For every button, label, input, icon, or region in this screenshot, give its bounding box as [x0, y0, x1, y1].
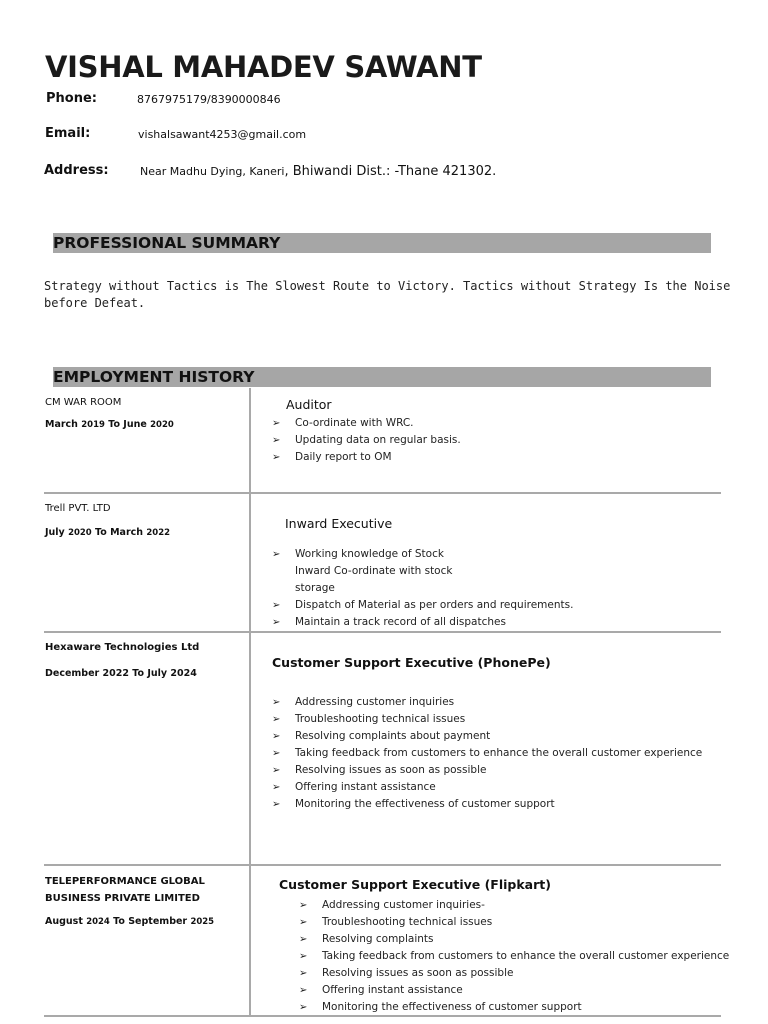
list-item: storage	[295, 582, 335, 594]
job-3-company: Hexaware Technologies Ltd	[45, 642, 200, 653]
address-value	[140, 164, 496, 179]
list-item: ➢ Monitoring the effectiveness of customer support	[271, 796, 702, 813]
list-item: ➢ Offering instant assistance	[271, 779, 702, 796]
summary-heading: PROFESSIONAL SUMMARY	[53, 234, 281, 252]
job-1-role: Auditor	[286, 397, 332, 412]
job-1-duties	[271, 415, 461, 466]
employment-heading: EMPLOYMENT HISTORY	[53, 368, 255, 386]
phone-label: Phone:	[46, 91, 97, 106]
job-2-company: Trell PVT. LTD	[45, 503, 111, 514]
column-divider	[249, 388, 251, 1015]
employment-heading-bar	[53, 367, 711, 387]
list-item: ➢ Troubleshooting technical issues	[271, 711, 702, 728]
list-item: ➢ Troubleshooting technical issues	[298, 914, 729, 931]
job-4-company-line-2: BUSINESS PRIVATE LIMITED	[45, 893, 200, 904]
list-item: ➢ Taking feedback from customers to enhance the overall customer experience	[298, 948, 729, 965]
arrowhead-bullet-icon: ➢	[299, 900, 308, 911]
arrowhead-bullet-icon: ➢	[272, 452, 281, 463]
arrowhead-bullet-icon: ➢	[272, 697, 281, 708]
list-item: ➢ Dispatch of Material as per orders and requirements.	[271, 597, 573, 614]
list-item: ➢ Addressing customer inquiries-	[298, 897, 729, 914]
phone-value: 8767975179/8390000846	[137, 93, 281, 106]
job-3-duties	[271, 694, 702, 813]
list-item: ➢ Resolving complaints about payment	[271, 728, 702, 745]
arrowhead-bullet-icon: ➢	[299, 985, 308, 996]
arrowhead-bullet-icon: ➢	[272, 799, 281, 810]
list-item: ➢ Addressing customer inquiries	[271, 694, 702, 711]
summary-text: Strategy without Tactics is The Slowest Route to Victory. Tactics without Strategy Is the Noise before Defeat.	[44, 279, 731, 310]
arrowhead-bullet-icon: ➢	[272, 714, 281, 725]
job-1-period: March 2019 To June 2020	[45, 419, 174, 430]
job-2-duties	[271, 546, 573, 631]
row-divider	[44, 864, 721, 866]
row-divider	[44, 631, 721, 633]
row-divider	[44, 492, 721, 494]
email-label: Email:	[45, 126, 91, 141]
arrowhead-bullet-icon: ➢	[299, 1002, 308, 1013]
job-4-role: Customer Support Executive (Flipkart)	[279, 877, 551, 892]
job-2-role: Inward Executive	[285, 516, 393, 531]
address-part-2: , Bhiwandi Dist.: -Thane 421302.	[284, 164, 497, 179]
arrowhead-bullet-icon: ➢	[299, 951, 308, 962]
arrowhead-bullet-icon: ➢	[299, 917, 308, 928]
arrowhead-bullet-icon: ➢	[299, 934, 308, 945]
list-item: ➢ Co-ordinate with WRC.	[271, 415, 461, 432]
job-4-company-line-1: TELEPERFORMANCE GLOBAL	[45, 876, 205, 887]
list-item: ➢ Offering instant assistance	[298, 982, 729, 999]
job-3-role: Customer Support Executive (PhonePe)	[272, 655, 551, 670]
arrowhead-bullet-icon: ➢	[299, 968, 308, 979]
address-part-1: Near Madhu Dying, Kaneri	[140, 165, 285, 178]
list-item: ➢ Resolving issues as soon as possible	[298, 965, 729, 982]
summary-heading-bar	[53, 233, 711, 253]
arrowhead-bullet-icon: ➢	[272, 765, 281, 776]
arrowhead-bullet-icon: ➢	[272, 731, 281, 742]
list-item: ➢ Resolving complaints	[298, 931, 729, 948]
list-item: ➢ Updating data on regular basis.	[271, 432, 461, 449]
list-item: ➢ Taking feedback from customers to enhance the overall customer experience	[271, 745, 702, 762]
job-4-period: August 2024 To September 2025	[45, 916, 215, 927]
address-label: Address:	[44, 163, 109, 178]
arrowhead-bullet-icon: ➢	[272, 782, 281, 793]
list-item: Inward Co-ordinate with stock	[295, 565, 453, 577]
candidate-name: VISHAL MAHADEV SAWANT	[45, 50, 482, 84]
arrowhead-bullet-icon: ➢	[272, 600, 281, 611]
email-value: vishalsawant4253@gmail.com	[138, 128, 307, 141]
list-item: ➢ Monitoring the effectiveness of customer support	[298, 999, 729, 1016]
list-item: ➢ Maintain a track record of all dispatches	[271, 614, 573, 631]
job-3-period: December 2022 To July 2024	[45, 668, 197, 679]
list-item: ➢ Resolving issues as soon as possible	[271, 762, 702, 779]
arrowhead-bullet-icon: ➢	[272, 549, 281, 560]
arrowhead-bullet-icon: ➢	[272, 435, 281, 446]
job-2-period: July 2020 To March 2022	[45, 527, 171, 538]
arrowhead-bullet-icon: ➢	[272, 748, 281, 759]
arrowhead-bullet-icon: ➢	[272, 617, 281, 628]
job-1-company: CM WAR ROOM	[45, 397, 122, 408]
list-item: ➢ Daily report to OM	[271, 449, 461, 466]
job-4-duties	[298, 897, 729, 1016]
arrowhead-bullet-icon: ➢	[272, 418, 281, 429]
list-item: ➢ Working knowledge of Stock	[271, 546, 573, 563]
